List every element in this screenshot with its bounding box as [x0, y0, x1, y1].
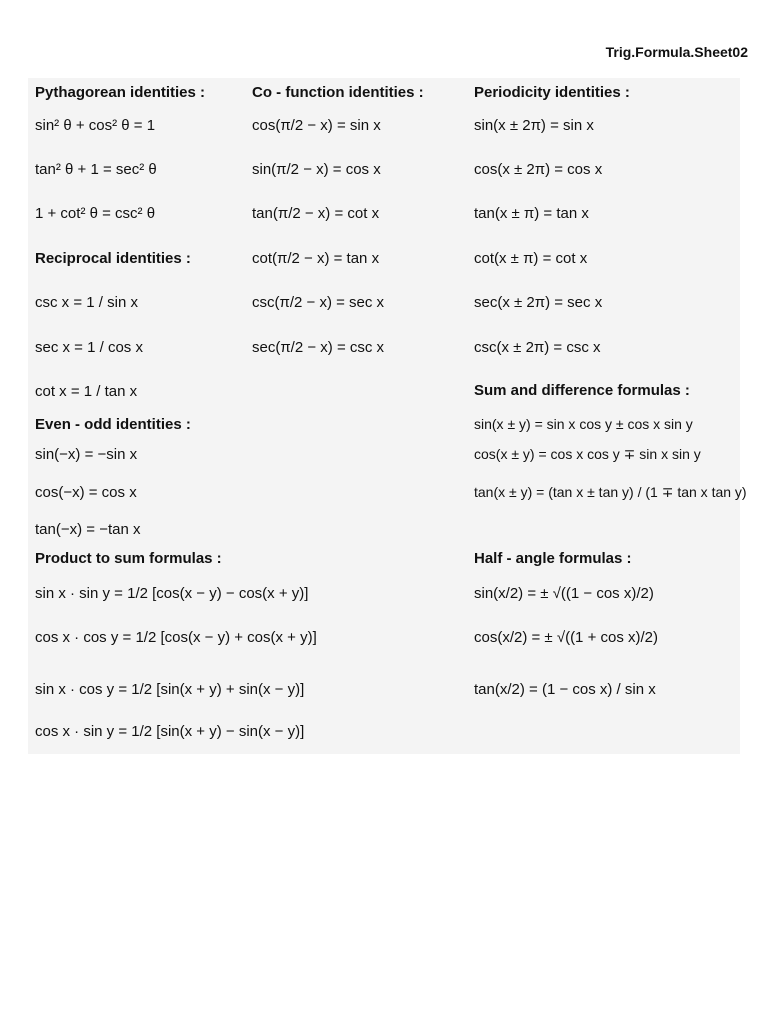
heading-half-angle: Half - angle formulas :	[474, 550, 632, 567]
formula-reciprocal-3: cot x = 1 / tan x	[35, 383, 138, 400]
formula-periodicity-2: cos(x ± 2π) = cos x	[474, 161, 603, 178]
formula-periodicity-6: csc(x ± 2π) = csc x	[474, 339, 601, 356]
formula-even-odd-1: sin(−x) = −sin x	[35, 446, 138, 463]
formula-sum-diff-2: cos(x ± y) = cos x cos y ∓ sin x sin y	[474, 446, 701, 462]
heading-periodicity: Periodicity identities :	[474, 84, 630, 101]
formula-half-angle-3: tan(x/2) = (1 − cos x) / sin x	[474, 681, 656, 698]
formula-cofunction-5: csc(π/2 − x) = sec x	[252, 294, 385, 311]
heading-even-odd: Even - odd identities :	[35, 416, 191, 433]
formula-sum-diff-3: tan(x ± y) = (tan x ± tan y) / (1 ∓ tan x tan y)	[474, 484, 747, 500]
formula-reciprocal-1: csc x = 1 / sin x	[35, 294, 138, 311]
formula-periodicity-3: tan(x ± π) = tan x	[474, 205, 589, 222]
formula-pythagorean-1: sin² θ + cos² θ = 1	[35, 117, 156, 134]
heading-cofunction: Co - function identities :	[252, 84, 424, 101]
heading-pythagorean: Pythagorean identities :	[35, 84, 206, 101]
sheet-title: Trig.Formula.Sheet02	[605, 44, 748, 60]
formula-even-odd-2: cos(−x) = cos x	[35, 484, 137, 501]
formula-half-angle-1: sin(x/2) = ± √((1 − cos x)/2)	[474, 585, 654, 602]
formula-product-sum-2: cos x · cos y = 1/2 [cos(x − y) + cos(x + y)]	[35, 629, 317, 646]
formula-periodicity-5: sec(x ± 2π) = sec x	[474, 294, 603, 311]
heading-sum-difference: Sum and difference formulas :	[474, 382, 690, 399]
formula-cofunction-4: cot(π/2 − x) = tan x	[252, 250, 380, 267]
formula-periodicity-4: cot(x ± π) = cot x	[474, 250, 588, 267]
formula-reciprocal-2: sec x = 1 / cos x	[35, 339, 143, 356]
formula-pythagorean-2: tan² θ + 1 = sec² θ	[35, 161, 157, 178]
formula-periodicity-1: sin(x ± 2π) = sin x	[474, 117, 594, 134]
formula-half-angle-2: cos(x/2) = ± √((1 + cos x)/2)	[474, 629, 659, 646]
formula-pythagorean-3: 1 + cot² θ = csc² θ	[35, 205, 156, 222]
formula-even-odd-3: tan(−x) = −tan x	[35, 521, 141, 538]
formula-product-sum-3: sin x · cos y = 1/2 [sin(x + y) + sin(x − y)]	[35, 681, 305, 698]
formula-cofunction-1: cos(π/2 − x) = sin x	[252, 117, 381, 134]
formula-cofunction-2: sin(π/2 − x) = cos x	[252, 161, 381, 178]
formula-product-sum-1: sin x · sin y = 1/2 [cos(x − y) − cos(x + y)]	[35, 585, 309, 602]
formula-cofunction-3: tan(π/2 − x) = cot x	[252, 205, 380, 222]
formula-product-sum-4: cos x · sin y = 1/2 [sin(x + y) − sin(x − y)]	[35, 723, 305, 740]
heading-product-to-sum: Product to sum formulas :	[35, 550, 222, 567]
formula-cofunction-6: sec(π/2 − x) = csc x	[252, 339, 385, 356]
heading-reciprocal: Reciprocal identities :	[35, 250, 191, 267]
formula-sum-diff-1: sin(x ± y) = sin x cos y ± cos x sin y	[474, 416, 693, 432]
